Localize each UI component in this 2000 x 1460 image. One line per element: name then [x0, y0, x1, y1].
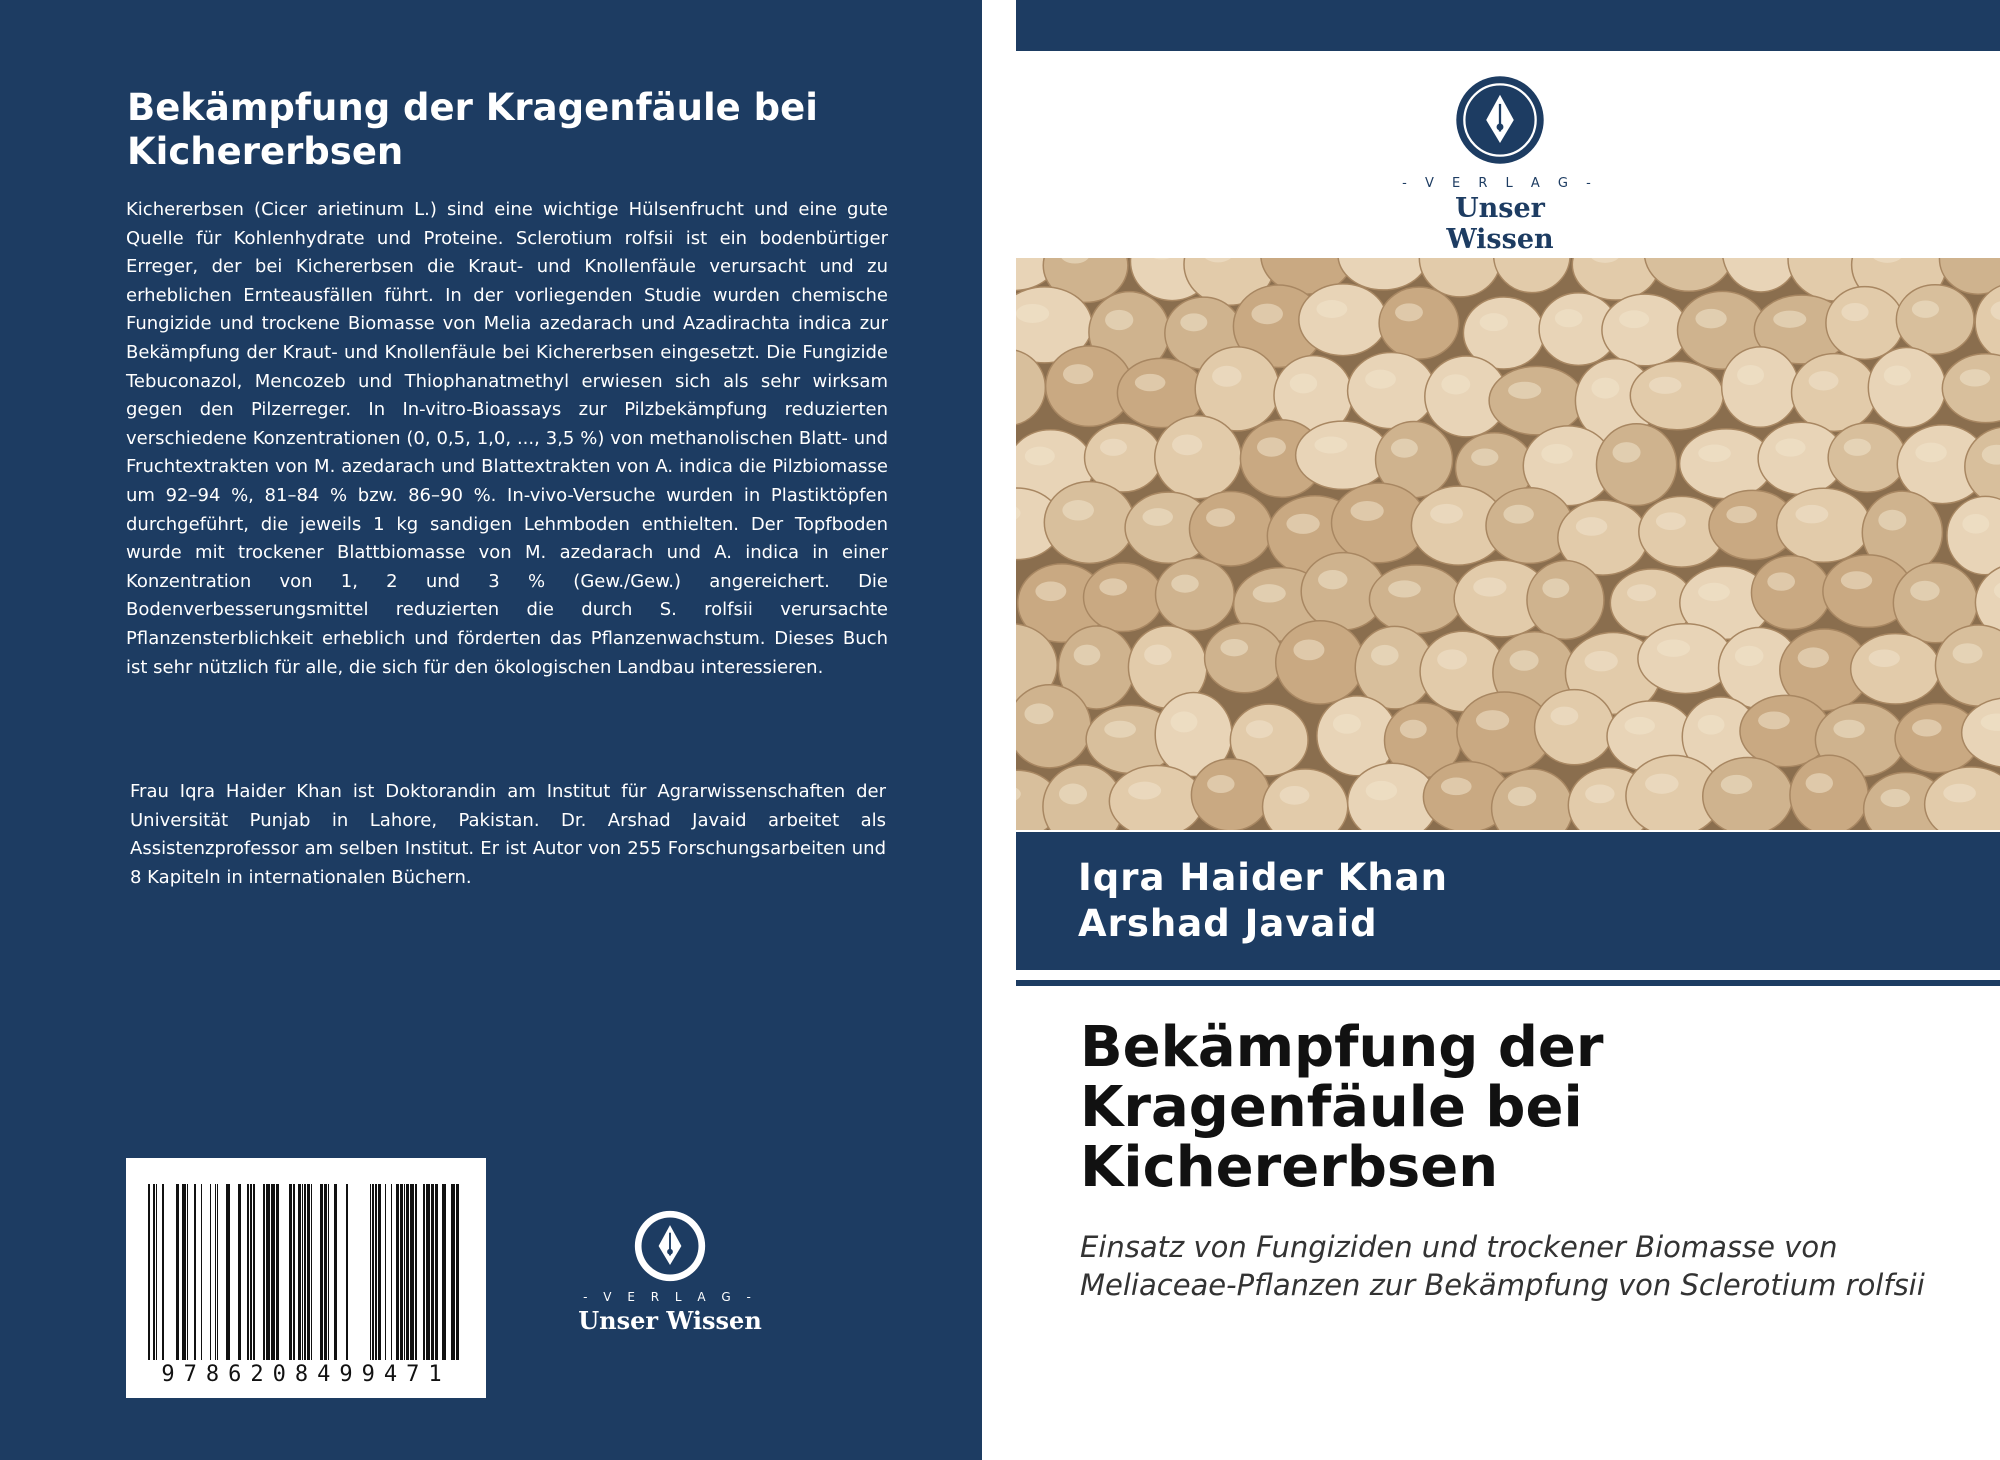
divider-line: [1016, 980, 2000, 986]
publisher-logo-back: [560, 1208, 780, 1335]
publisher-verlag-label: - V E R L A G -: [583, 1290, 757, 1304]
publisher-verlag-label: - V E R L A G -: [1402, 176, 1598, 191]
barcode-number: 9786208499471: [161, 1362, 451, 1387]
spine: [982, 0, 1016, 1460]
author-name: Arshad Javaid: [1078, 902, 1378, 945]
back-cover-title: Bekämpfung der Kragenfäule bei Kichererbsen: [127, 86, 818, 173]
publisher-name: Unser Wissen: [1446, 193, 1554, 255]
pen-nib-logo-icon: [1454, 74, 1546, 166]
barcode: [126, 1158, 486, 1398]
author-name: Iqra Haider Khan: [1078, 856, 1448, 899]
chickpeas-image: [1016, 258, 2000, 830]
publisher-name: Unser Wissen: [578, 1306, 762, 1335]
back-cover-blurb: Kichererbsen (Cicer arietinum L.) sind eine wichtige Hülsenfrucht und eine gute Quelle für Kohlenhydrate und Proteine. Sclerotium rolfsii ist ein bodenbürtiger Erreger, der bei Kichererbsen die Kraut- und Knollenfäule verursacht und zu erheblichen Ernteausfällen führt. In der vorliegenden Studie wurden chemische Fungizide und trockene Biomasse von Melia azedarach und Azadirachta indica zur Bekämpfung der Kraut- und Knollenfäule bei Kichererbsen eingesetzt. Die Fungizide Tebuconazol, Mencozeb und Thiophanatmethyl erwiesen sich als sehr wirksam gegen den Pilzerreger. In In-vitro-Bioassays zur Pilzbekämpfung reduzierten verschiedene Konzentrationen (0, 0,5, 1,0, ..., 3,5 %) von methanolischen Blatt- und Fruchtextrakten von M. azedarach und Blattextrakten von A. indica die Pilzbiomasse um 92–94 %, 81–84 % bzw. 86–90 %. In-vivo-Versuche wurden in Plastiktöpfen durchgeführt, die jeweils 1 kg sandigen Lehmboden enthielten. Der Topfboden wurde mit trockener Blattbiomasse von M. azedarach und A. indica in einer Konzentration von 1, 2 und 3 % (Gew./Gew.) angereichert. Die Bodenverbesserungsmittel reduzierten die durch S. rolfsii verursachte Pflanzensterblichkeit erheblich und förderten das Pflanzenwachstum. Dieses Buch ist sehr nützlich für alle, die sich für den ökologischen Landbau interessieren.: [126, 199, 888, 678]
chickpeas-photo: [1016, 258, 2000, 830]
front-top-bar: [1016, 0, 2000, 51]
barcode-bars-icon: [148, 1184, 464, 1360]
author-band: [1016, 832, 2000, 970]
author-bio: Frau Iqra Haider Khan ist Doktorandin am Institut für Agrarwissenschaften der Universität Punjab in Lahore, Pakistan. Dr. Arshad Javaid arbeitet als Assistenzprofessor am selben Institut. Er ist Autor von 255 Forschungsarbeiten und 8 Kapiteln in internationalen Büchern.: [130, 781, 886, 888]
publisher-logo-front: [1400, 74, 1600, 255]
pen-nib-logo-icon: [632, 1208, 708, 1284]
back-cover: [0, 0, 982, 1460]
front-cover-title: Bekämpfung der Kragenfäule bei Kichererbsen: [1080, 1015, 1604, 1200]
front-cover-subtitle: Einsatz von Fungiziden und trockener Biomasse von Meliaceae-Pflanzen zur Bekämpfung von Sclerotium rolfsii: [1080, 1230, 1925, 1302]
